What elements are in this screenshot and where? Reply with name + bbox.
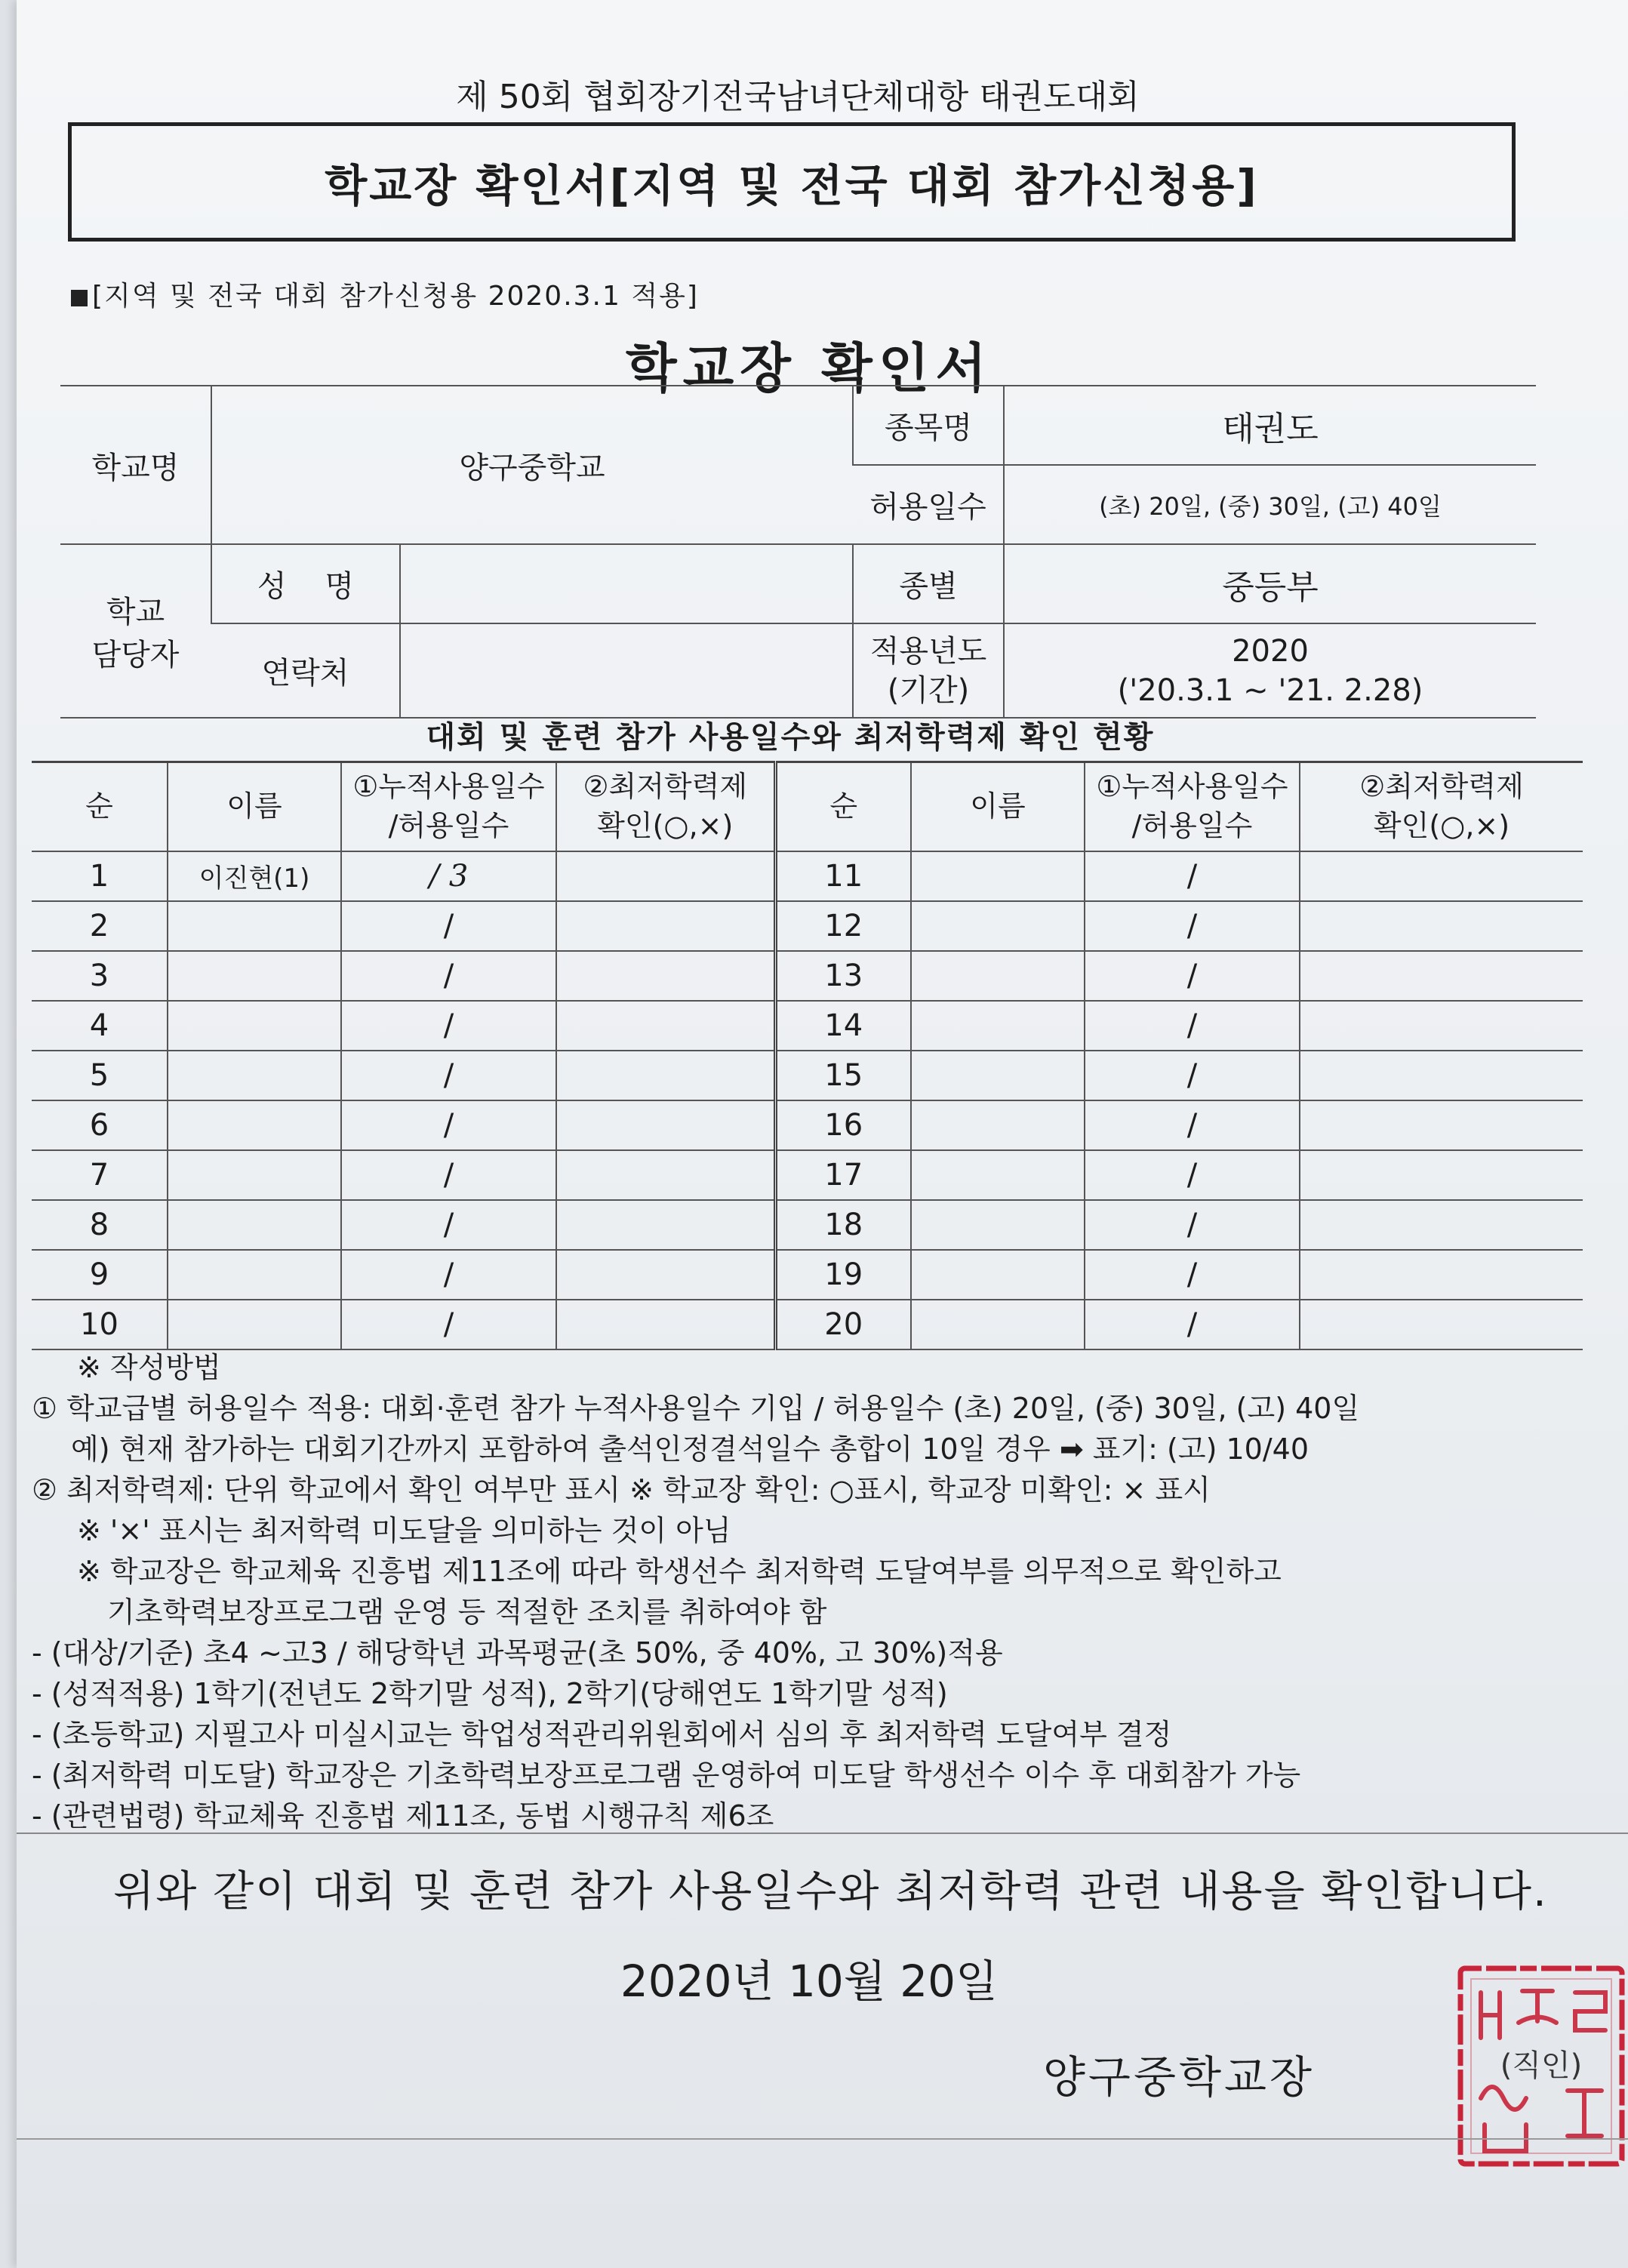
min-academic-check[interactable] bbox=[1300, 1150, 1583, 1200]
roster-table bbox=[32, 761, 1583, 1342]
student-name[interactable] bbox=[168, 1051, 341, 1100]
student-name[interactable] bbox=[911, 1250, 1085, 1300]
table-row bbox=[32, 1100, 1583, 1150]
instruction-line: - (성적적용) 1학기(전년도 2학기말 성적), 2학기(당해연도 1학기말 성적) bbox=[32, 1677, 948, 1710]
row-no: 14 bbox=[775, 1001, 911, 1051]
min-academic-check[interactable] bbox=[556, 901, 775, 951]
min-academic-check[interactable] bbox=[1300, 851, 1583, 901]
table-row bbox=[32, 1051, 1583, 1100]
student-name[interactable] bbox=[911, 1200, 1085, 1250]
row-no: 12 bbox=[775, 901, 911, 951]
school-info-table bbox=[60, 385, 1536, 717]
days-used[interactable]: / bbox=[1085, 1150, 1300, 1200]
student-name: 이진현(1) bbox=[168, 851, 341, 901]
min-academic-check[interactable] bbox=[556, 1051, 775, 1100]
instruction-line: ① 학교급별 허용일수 적용: 대회·훈련 참가 누적사용일수 기입 / 허용일수 (초) 20일, (중) 30일, (고) 40일 bbox=[32, 1392, 1360, 1425]
allowed-days-label: 허용일수 bbox=[853, 465, 1004, 544]
student-name[interactable] bbox=[168, 951, 341, 1001]
row-no: 4 bbox=[32, 1001, 168, 1051]
student-name[interactable] bbox=[168, 1250, 341, 1300]
row-no: 16 bbox=[775, 1100, 911, 1150]
row-no: 13 bbox=[775, 951, 911, 1001]
min-academic-check[interactable] bbox=[1300, 951, 1583, 1001]
student-name[interactable] bbox=[911, 1150, 1085, 1200]
days-used: / 3 bbox=[341, 851, 556, 901]
col-check-header: ②최저학력제 확인(○,×) bbox=[556, 762, 775, 851]
days-used[interactable]: / bbox=[1085, 1200, 1300, 1250]
student-name[interactable] bbox=[911, 1300, 1085, 1349]
period-range: ('20.3.1 ~ '21. 2.28) bbox=[1117, 672, 1423, 708]
days-used[interactable]: / bbox=[1085, 901, 1300, 951]
instructions bbox=[32, 1347, 1586, 1836]
min-academic-check[interactable] bbox=[556, 1250, 775, 1300]
col-no-header: 순 bbox=[32, 762, 168, 851]
min-academic-check[interactable] bbox=[1300, 901, 1583, 951]
instruction-line: - (초등학교) 지필고사 미실시교는 학업성적관리위원회에서 심의 후 최저학력 도달여부 결정 bbox=[32, 1718, 1172, 1751]
sport-label: 종목명 bbox=[853, 386, 1004, 465]
signing-date: 2020년 10월 20일 bbox=[620, 1956, 999, 2007]
student-name[interactable] bbox=[911, 1051, 1085, 1100]
confirmation-statement: 위와 같이 대회 및 훈련 참가 사용일수와 최저학력 관련 내용을 확인합니다. bbox=[113, 1867, 1548, 1916]
student-name[interactable] bbox=[168, 1150, 341, 1200]
row-no: 20 bbox=[775, 1300, 911, 1349]
manager-contact-value[interactable] bbox=[400, 623, 853, 718]
table-row bbox=[32, 1300, 1583, 1349]
min-academic-check[interactable] bbox=[556, 1200, 775, 1250]
col-name-header: 이름 bbox=[168, 762, 341, 851]
row-no: 9 bbox=[32, 1250, 168, 1300]
divider bbox=[17, 2138, 1628, 2140]
student-name[interactable] bbox=[168, 1300, 341, 1349]
student-name[interactable] bbox=[168, 1200, 341, 1250]
days-used[interactable]: / bbox=[341, 1150, 556, 1200]
manager-label: 학교 담당자 bbox=[60, 544, 211, 718]
instruction-line: 기초학력보장프로그램 운영 등 적절한 조치를 취하여야 함 bbox=[107, 1596, 827, 1629]
col-days-header: ①누적사용일수 /허용일수 bbox=[341, 762, 556, 851]
min-academic-check[interactable] bbox=[556, 1150, 775, 1200]
days-used[interactable]: / bbox=[1085, 1250, 1300, 1300]
days-used[interactable]: / bbox=[1085, 1051, 1300, 1100]
min-academic-check[interactable] bbox=[1300, 1100, 1583, 1150]
row-no: 7 bbox=[32, 1150, 168, 1200]
min-academic-check[interactable] bbox=[556, 851, 775, 901]
student-name[interactable] bbox=[168, 1001, 341, 1051]
min-academic-check[interactable] bbox=[1300, 1051, 1583, 1100]
period-cell bbox=[1004, 623, 1536, 718]
main-title: 학교장 확인서 bbox=[625, 337, 993, 399]
min-academic-check[interactable] bbox=[556, 1300, 775, 1349]
sport-value: 태권도 bbox=[1004, 386, 1536, 465]
days-used[interactable]: / bbox=[341, 901, 556, 951]
section-title: 대회 및 훈련 참가 사용일수와 최저학력제 확인 현황 bbox=[426, 720, 1155, 755]
min-academic-check[interactable] bbox=[1300, 1250, 1583, 1300]
min-academic-check[interactable] bbox=[556, 1100, 775, 1150]
row-no: 1 bbox=[32, 851, 168, 901]
days-used[interactable]: / bbox=[1085, 1300, 1300, 1349]
row-no: 19 bbox=[775, 1250, 911, 1300]
row-no: 5 bbox=[32, 1051, 168, 1100]
min-academic-check[interactable] bbox=[1300, 1300, 1583, 1349]
student-name[interactable] bbox=[911, 901, 1085, 951]
divider bbox=[17, 1833, 1628, 1834]
row-no: 17 bbox=[775, 1150, 911, 1200]
days-used[interactable]: / bbox=[341, 1051, 556, 1100]
days-used[interactable]: / bbox=[1085, 851, 1300, 901]
student-name[interactable] bbox=[911, 851, 1085, 901]
row-no: 3 bbox=[32, 951, 168, 1001]
application-note-text: [지역 및 전국 대회 참가신청용 2020.3.1 적용] bbox=[92, 281, 699, 312]
days-used[interactable]: / bbox=[341, 1200, 556, 1250]
row-no: 8 bbox=[32, 1200, 168, 1250]
form-title: 학교장 확인서[지역 및 전국 대회 참가신청용] bbox=[325, 160, 1259, 211]
manager-name-value[interactable] bbox=[400, 544, 853, 623]
table-row bbox=[32, 1200, 1583, 1250]
row-no: 2 bbox=[32, 901, 168, 951]
col-name-header: 이름 bbox=[911, 762, 1085, 851]
table-row bbox=[32, 1250, 1583, 1300]
col-days-header: ①누적사용일수 /허용일수 bbox=[1085, 762, 1300, 851]
min-academic-check[interactable] bbox=[556, 1001, 775, 1051]
seal-label: (직인) bbox=[1500, 2048, 1583, 2083]
days-used[interactable]: / bbox=[341, 1300, 556, 1349]
days-used[interactable]: / bbox=[341, 951, 556, 1001]
table-row bbox=[32, 951, 1583, 1001]
principal-signature-name: 양구중학교장 bbox=[1042, 2051, 1316, 2103]
instruction-line: ※ 학교장은 학교체육 진흥법 제11조에 따라 학생선수 최저학력 도달여부를 의무적으로 확인하고 bbox=[77, 1555, 1282, 1588]
division-value: 중등부 bbox=[1004, 544, 1536, 623]
school-name-value: 양구중학교 bbox=[211, 386, 853, 544]
row-no: 15 bbox=[775, 1051, 911, 1100]
allowed-days-value: (초) 20일, (중) 30일, (고) 40일 bbox=[1004, 465, 1536, 544]
instruction-line: - (대상/기준) 초4 ~고3 / 해당학년 과목평균(초 50%, 중 40%, 고 30%)적용 bbox=[32, 1636, 1003, 1669]
table-row bbox=[32, 1150, 1583, 1200]
col-no-header: 순 bbox=[775, 762, 911, 851]
document-page bbox=[17, 0, 1628, 2268]
days-used[interactable]: / bbox=[1085, 1001, 1300, 1051]
days-used[interactable]: / bbox=[1085, 951, 1300, 1001]
application-note bbox=[71, 275, 699, 313]
row-no: 11 bbox=[775, 851, 911, 901]
min-academic-check[interactable] bbox=[1300, 1200, 1583, 1250]
instruction-line: - (최저학력 미도달) 학교장은 기초학력보장프로그램 운영하여 미도달 학생선수 이수 후 대회참가 가능 bbox=[32, 1759, 1301, 1792]
table-row bbox=[32, 851, 1583, 901]
student-name[interactable] bbox=[168, 1100, 341, 1150]
bullet-square-icon bbox=[71, 290, 88, 306]
school-name-label: 학교명 bbox=[60, 386, 211, 544]
form-title-box bbox=[68, 122, 1516, 242]
student-name[interactable] bbox=[168, 901, 341, 951]
manager-contact-label: 연락처 bbox=[211, 623, 400, 718]
event-title: 제 50회 협회장기전국남녀단체대항 태권도대회 bbox=[456, 78, 1140, 116]
col-check-header: ②최저학력제 확인(○,×) bbox=[1300, 762, 1583, 851]
instructions-heading: ※ 작성방법 bbox=[77, 1351, 221, 1384]
student-name[interactable] bbox=[911, 951, 1085, 1001]
row-no: 18 bbox=[775, 1200, 911, 1250]
student-name[interactable] bbox=[911, 1001, 1085, 1051]
table-row bbox=[32, 1001, 1583, 1051]
days-used[interactable]: / bbox=[341, 1100, 556, 1150]
instruction-line: - (관련법령) 학교체육 진흥법 제11조, 동법 시행규칙 제6조 bbox=[32, 1799, 774, 1833]
manager-name-label: 성 명 bbox=[211, 544, 400, 623]
min-academic-check[interactable] bbox=[1300, 1001, 1583, 1051]
row-no: 6 bbox=[32, 1100, 168, 1150]
days-used[interactable]: / bbox=[341, 1001, 556, 1051]
days-used[interactable]: / bbox=[341, 1250, 556, 1300]
period-year: 2020 bbox=[1232, 633, 1309, 669]
days-used[interactable]: / bbox=[1085, 1100, 1300, 1150]
student-name[interactable] bbox=[911, 1100, 1085, 1150]
instruction-line: ※ '×' 표시는 최저학력 미도달을 의미하는 것이 아님 bbox=[77, 1514, 731, 1547]
row-no: 10 bbox=[32, 1300, 168, 1349]
instruction-line: 예) 현재 참가하는 대회기간까지 포함하여 출석인정결석일수 총합이 10일 경우 ➡ 표기: (고) 10/40 bbox=[71, 1433, 1309, 1466]
instruction-line: ② 최저학력제: 단위 학교에서 확인 여부만 표시 ※ 학교장 확인: ○표시, 학교장 미확인: × 표시 bbox=[32, 1473, 1211, 1506]
min-academic-check[interactable] bbox=[556, 951, 775, 1001]
division-label: 종별 bbox=[853, 544, 1004, 623]
period-label: 적용년도 (기간) bbox=[853, 623, 1004, 718]
table-row bbox=[32, 901, 1583, 951]
